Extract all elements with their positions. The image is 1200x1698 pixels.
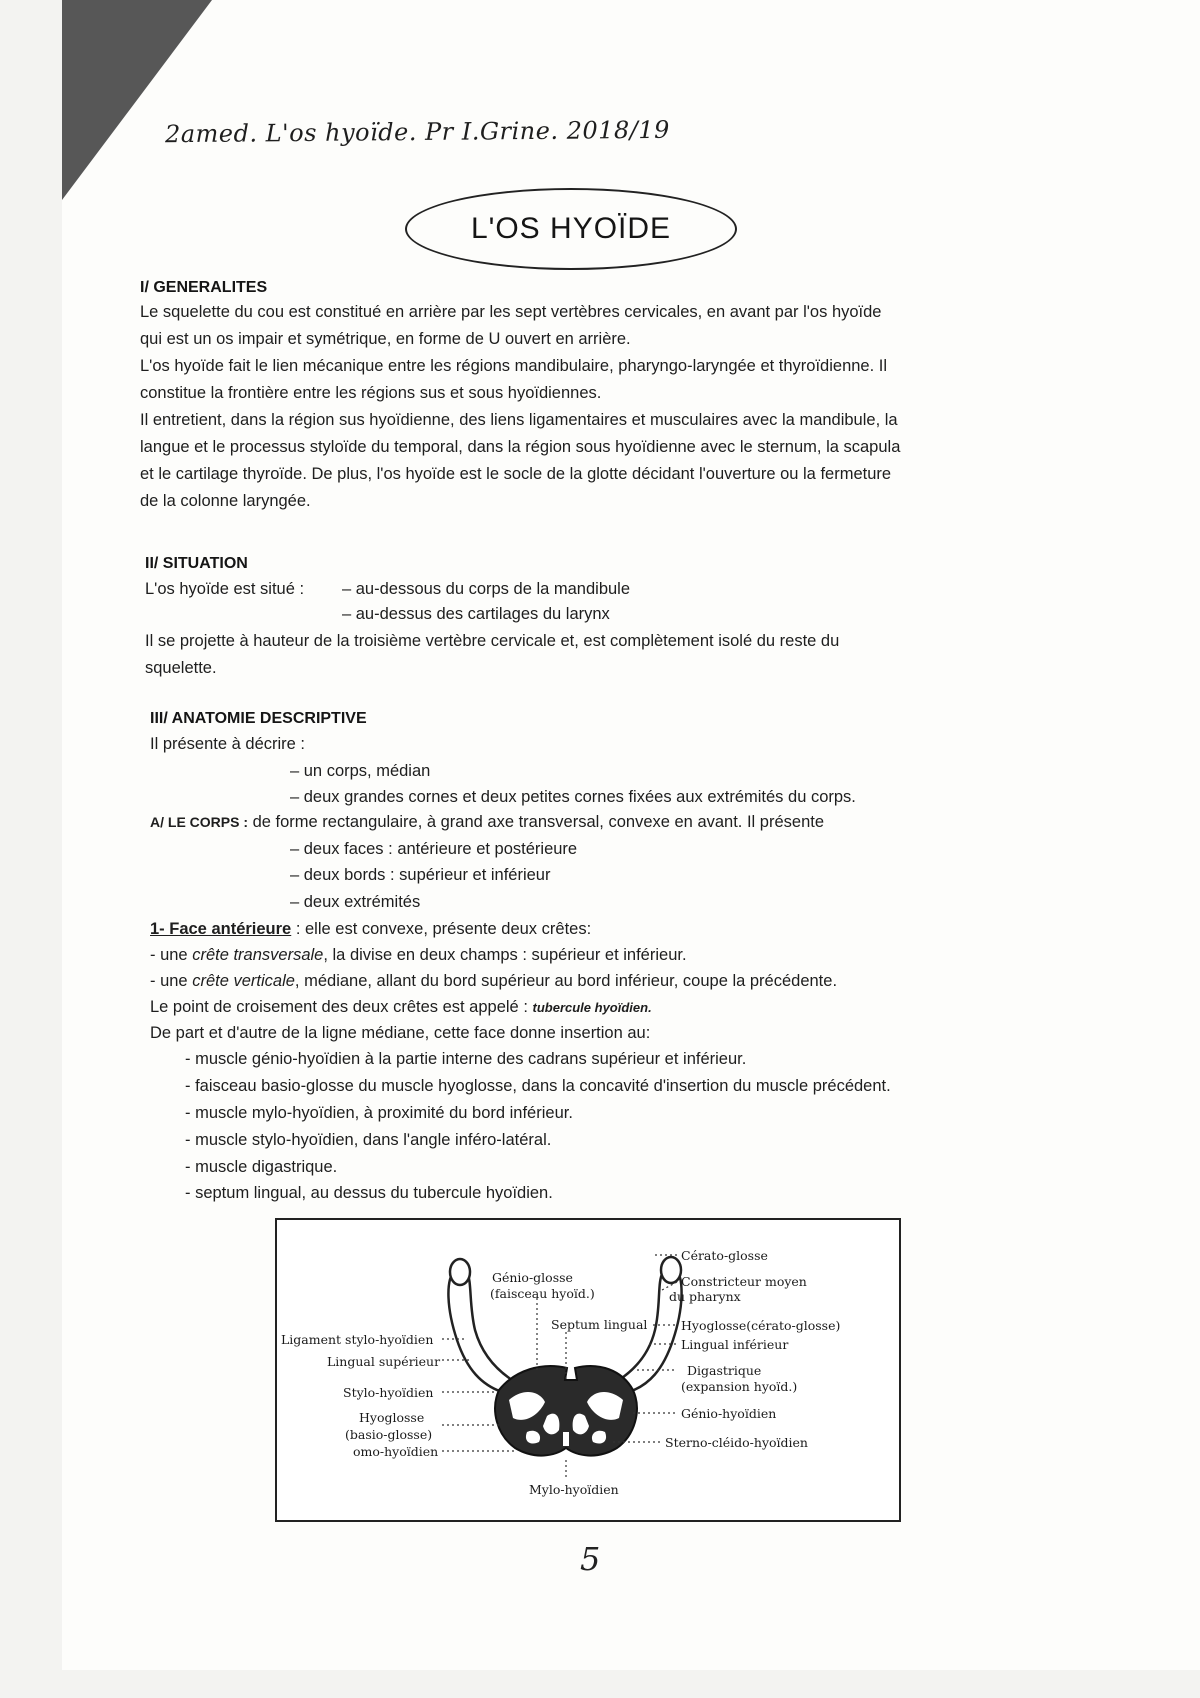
face-anterieure-text: : elle est convexe, présente deux crêtes: xyxy=(295,920,592,938)
corps-item: – deux faces : antérieure et postérieure xyxy=(290,840,578,858)
generalites-line: qui est un os impair et symétrique, en forme de U ouvert en arrière. xyxy=(140,330,631,348)
insertion-line: De part et d'autre de la ligne médiane, cette face donne insertion au: xyxy=(150,1024,651,1042)
label-omo-hyoidien: omo-hyoïdien xyxy=(353,1444,439,1459)
generalites-line: de la colonne laryngée. xyxy=(140,492,311,510)
muscle-item: - muscle digastrique. xyxy=(185,1158,338,1176)
hyoid-insertions-diagram xyxy=(275,1218,901,1522)
generalites-line: Le squelette du cou est constitué en arrière par les sept vertèbres cervicales, en avant par l'os hyoïde xyxy=(140,303,882,321)
label-constricteur-moyen: Constricteur moyen xyxy=(681,1274,807,1289)
page-number: 5 xyxy=(580,1540,601,1578)
situation-line: squelette. xyxy=(145,659,217,677)
crete-transversale-term: crête transversale xyxy=(192,946,324,964)
label-cerato-glosse: Cérato-glosse xyxy=(681,1248,768,1263)
generalites-line: langue et le processus styloïde du temporal, dans la région sous hyoïdienne avec le sternum, la scapula xyxy=(140,438,901,456)
label-digastrique: Digastrique xyxy=(687,1363,762,1378)
label-basio-glosse: (basio-glosse) xyxy=(345,1427,433,1442)
label-faisceau-hyoid: (faisceau hyoïd.) xyxy=(490,1286,595,1301)
page-title: L'OS HYOÏDE xyxy=(470,212,672,245)
crete-desc: , médiane, allant du bord supérieur au bord inférieur, coupe la précédente. xyxy=(294,972,838,990)
generalites-line: Il entretient, dans la région sus hyoïdienne, des liens ligamentaires et musculaires avec la mandibule, la xyxy=(140,411,898,429)
generalites-line: et le cartilage thyroïde. De plus, l'os hyoïde est le socle de la glotte décidant l'ouverture ou la fermeture xyxy=(140,465,892,483)
crete-verticale-line xyxy=(150,972,837,991)
generalites-line: constitue la frontière entre les régions sus et sous hyoïdiennes. xyxy=(140,384,602,402)
label-genio-hyoidien: Génio-hyoïdien xyxy=(681,1406,777,1421)
crete-prefix: - une xyxy=(150,946,193,964)
crete-desc: , la divise en deux champs : supérieur et inférieur. xyxy=(323,946,687,964)
label-stylo-hyoidien: Stylo-hyoïdien xyxy=(343,1385,434,1400)
generalites-line: L'os hyoïde fait le lien mécanique entre les régions mandibulaire, pharyngo-laryngée et thyroïdienne. Il xyxy=(140,357,888,375)
crete-verticale-term: crête verticale xyxy=(192,972,295,990)
face-anterieure-line xyxy=(150,920,591,939)
croisement-text: Le point de croisement des deux crêtes est appelé : xyxy=(150,998,528,1016)
muscle-item: - septum lingual, au dessus du tubercule hyoïdien. xyxy=(185,1184,553,1202)
hyoid-bone-drawing xyxy=(277,1220,899,1520)
muscle-item: - muscle mylo-hyoïdien, à proximité du bord inférieur. xyxy=(185,1104,573,1122)
muscle-item: - muscle génio-hyoïdien à la partie interne des cadrans supérieur et inférieur. xyxy=(185,1050,747,1068)
face-anterieure-label: 1- Face antérieure xyxy=(150,920,292,938)
corps-text: de forme rectangulaire, à grand axe transversal, convexe en avant. Il présente xyxy=(252,813,825,831)
header-handwritten-note: 2amed. L'os hyoïde. Pr I.Grine. 2018/19 xyxy=(164,115,670,149)
tubercule-term: tubercule hyoïdien. xyxy=(532,1000,652,1015)
anatomie-item: – deux grandes cornes et deux petites cornes fixées aux extrémités du corps. xyxy=(290,788,856,806)
label-lingual-inferieur: Lingual inférieur xyxy=(681,1337,789,1352)
label-sterno-cleido-hyoidien: Sterno-cléido-hyoïdien xyxy=(665,1435,808,1450)
muscle-item: - faisceau basio-glosse du muscle hyoglosse, dans la concavité d'insertion du muscle précédent. xyxy=(185,1077,891,1095)
corps-item: – deux extrémités xyxy=(290,893,421,911)
muscle-item: - muscle stylo-hyoïdien, dans l'angle inféro-latéral. xyxy=(185,1131,552,1149)
title-oval xyxy=(405,188,737,270)
section-heading-situation: II/ SITUATION xyxy=(145,555,248,572)
anatomie-intro: Il présente à décrire : xyxy=(150,735,305,753)
section-heading-generalites: I/ GENERALITES xyxy=(140,279,268,296)
section-heading-anatomie: III/ ANATOMIE DESCRIPTIVE xyxy=(150,710,367,727)
label-genio-glosse: Génio-glosse xyxy=(492,1270,573,1285)
corps-item: – deux bords : supérieur et inférieur xyxy=(290,866,551,884)
situation-item: – au-dessus des cartilages du larynx xyxy=(342,605,610,623)
anatomie-item: – un corps, médian xyxy=(290,762,431,780)
label-expansion-hyoid: (expansion hyoïd.) xyxy=(681,1379,798,1394)
corps-paragraph xyxy=(150,813,824,832)
label-lingual-superieur: Lingual supérieur xyxy=(327,1354,441,1369)
label-septum-lingual: Septum lingual xyxy=(551,1317,648,1332)
label-hyoglosse: Hyoglosse xyxy=(359,1410,425,1425)
label-ligament-stylo-hyoidien: Ligament stylo-hyoïdien xyxy=(281,1332,434,1347)
corps-label: A/ LE CORPS : xyxy=(150,814,249,830)
croisement-line xyxy=(150,998,652,1017)
label-mylo-hyoidien: Mylo-hyoïdien xyxy=(529,1482,619,1497)
situation-line: Il se projette à hauteur de la troisième vertèbre cervicale et, est complètement isolé du reste du xyxy=(145,632,840,650)
situation-item: – au-dessous du corps de la mandibule xyxy=(342,580,631,598)
page-corner-shadow xyxy=(62,0,212,200)
label-du-pharynx: du pharynx xyxy=(669,1289,741,1304)
crete-transversale-line xyxy=(150,946,687,965)
situation-intro: L'os hyoïde est situé : xyxy=(145,580,305,598)
crete-prefix: - une xyxy=(150,972,193,990)
label-hyoglosse-cerato: Hyoglosse(cérato-glosse) xyxy=(681,1318,841,1333)
